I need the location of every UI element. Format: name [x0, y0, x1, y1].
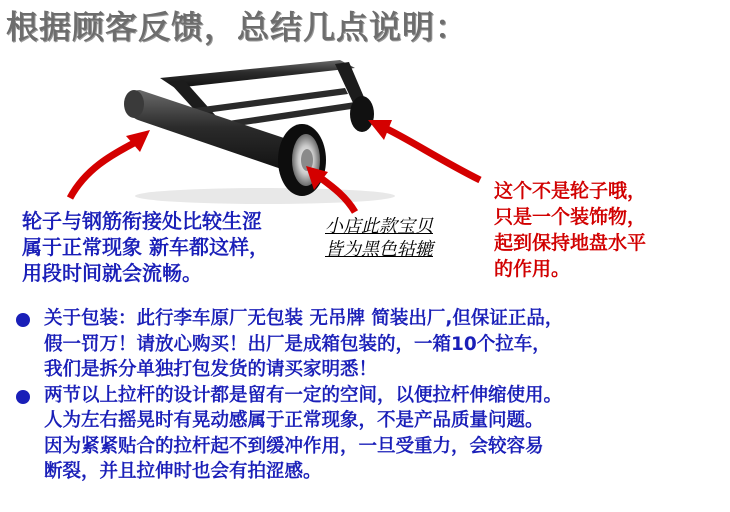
caption-line: 用段时间就会流畅。	[22, 261, 202, 285]
caption-line: 的作用。	[494, 258, 571, 280]
caption-line: 只是一个装饰物，	[494, 206, 647, 228]
caption-line: 皆为黑色轱辘	[325, 239, 433, 260]
notice-handle-design	[16, 383, 728, 485]
notice-line: 假一罚万！请放心购买！出厂是成箱包装的，一箱10个拉车，	[44, 333, 551, 355]
notice-title: 根据顾客反馈，总结几点说明：	[6, 8, 469, 46]
caption-line: 这个不是轮子哦，	[494, 180, 647, 202]
notice-line: 两节以上拉杆的设计都是留有一定的空间，以便拉杆伸缩使用。	[44, 384, 563, 406]
arrow-middle-icon	[306, 166, 355, 212]
bullet-dot-icon	[16, 390, 30, 404]
caption-decoration-note	[494, 178, 646, 282]
caption-black-wheels	[325, 215, 433, 261]
bullet-dot-icon	[16, 313, 30, 327]
caption-line: 起到保持地盘水平	[494, 232, 647, 254]
notice-line: 关于包装：此行李车原厂无包装 无吊牌 简装出厂,但保证正品，	[44, 308, 564, 329]
notice-line: 因为紧紧贴合的拉杆起不到缓冲作用，一旦受重力，会较容易	[44, 435, 544, 457]
caption-line: 小店此款宝贝	[325, 216, 433, 237]
notice-line: 我们是拆分单独打包发货的请买家明悉！	[44, 359, 378, 380]
notice-packaging	[16, 306, 728, 383]
notice-line: 人为左右摇晃时有晃动感属于正常现象，不是产品质量问题。	[44, 410, 544, 431]
arrow-right-icon	[368, 120, 480, 180]
caption-line: 轮子与钢筋衔接处比较生涩	[22, 209, 262, 233]
caption-line: 属于正常现象 新车都这样，	[22, 235, 269, 259]
arrow-left-icon	[70, 130, 150, 198]
caption-wheel-friction	[22, 208, 269, 286]
notice-list	[16, 306, 728, 485]
notice-line: 断裂，并且拉伸时也会有拍涩感。	[44, 461, 322, 482]
